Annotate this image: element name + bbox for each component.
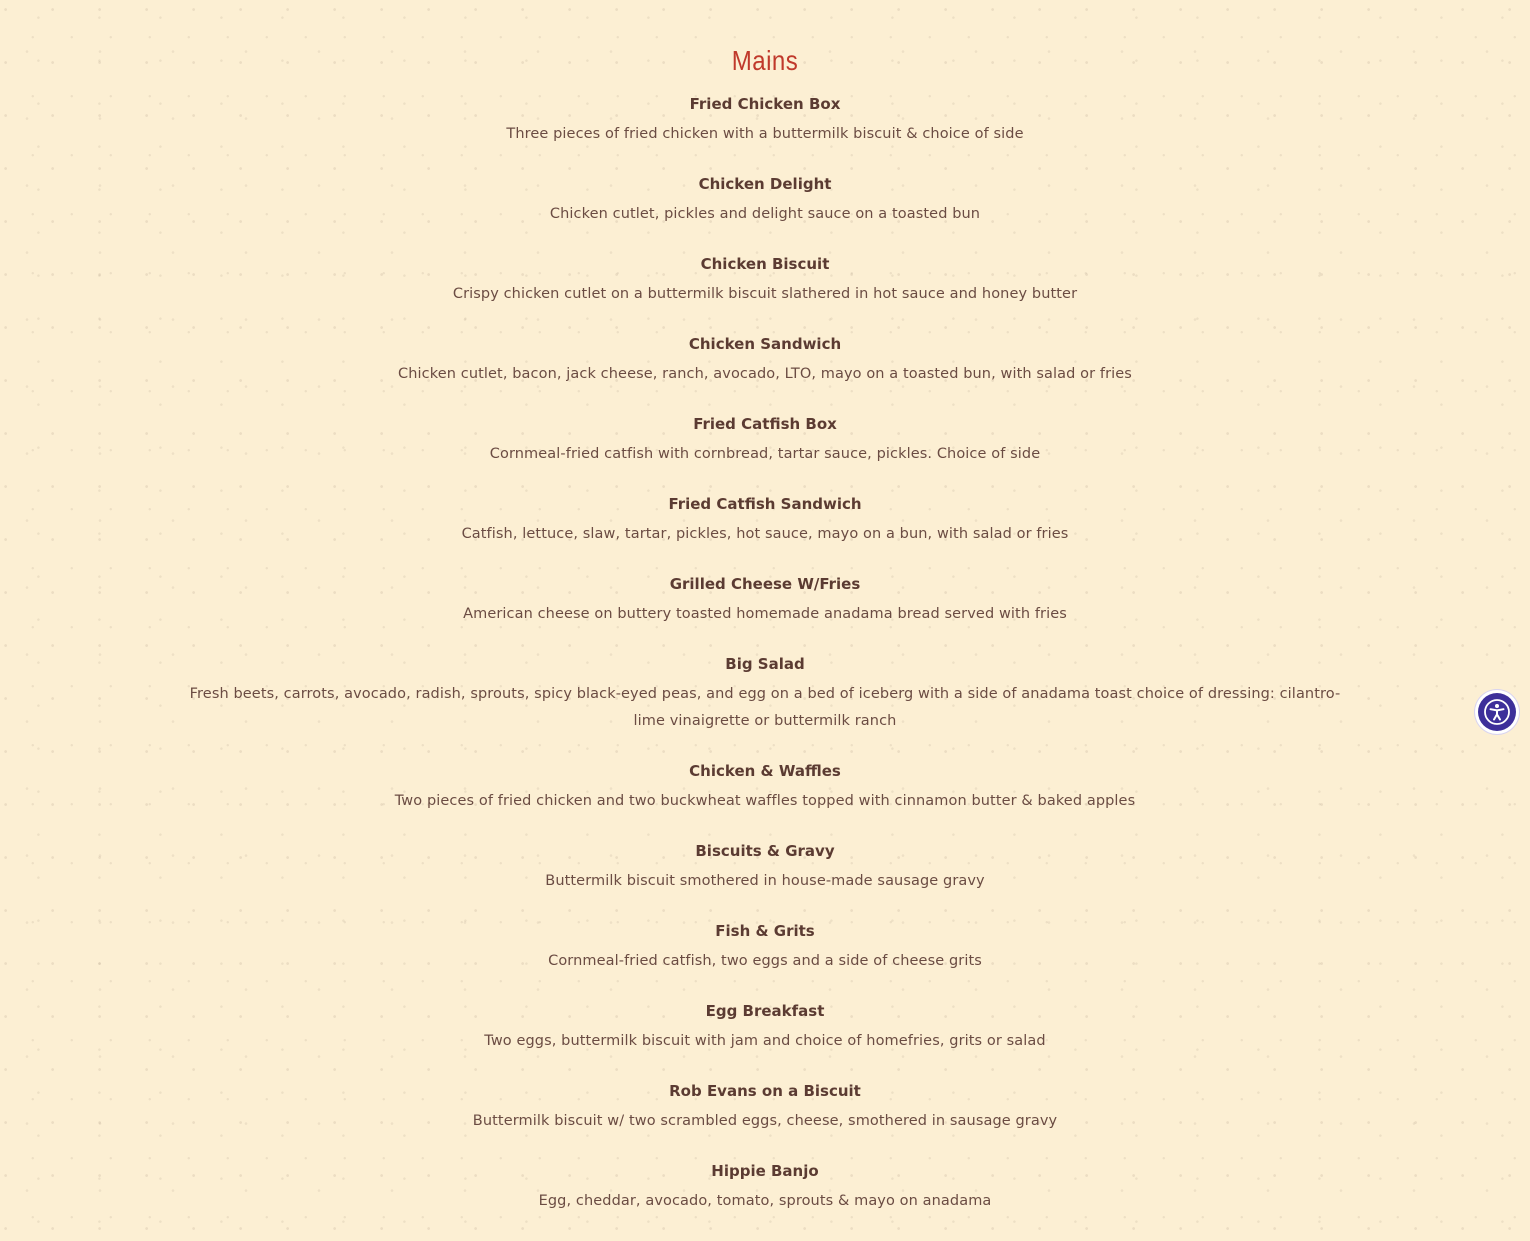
menu-item-name: Fried Catfish Box bbox=[693, 415, 837, 433]
menu-item-name: Chicken & Waffles bbox=[689, 762, 841, 780]
menu-item-description: Crispy chicken cutlet on a buttermilk biscuit slathered in hot sauce and honey butter bbox=[452, 286, 1078, 302]
menu-item-name: Big Salad bbox=[725, 655, 805, 673]
menu-item-name: Fried Chicken Box bbox=[689, 95, 841, 113]
menu-item bbox=[175, 761, 1355, 815]
menu-item bbox=[175, 334, 1355, 388]
menu-item-name: Chicken Delight bbox=[698, 175, 832, 193]
menu-item-description: Buttermilk biscuit w/ two scrambled eggs, cheese, smothered in sausage gravy bbox=[472, 1113, 1058, 1129]
menu-item bbox=[175, 841, 1355, 895]
menu-item bbox=[175, 574, 1355, 628]
menu-item-description: Two pieces of fried chicken and two buckwheat waffles topped with cinnamon butter & baked apples bbox=[394, 793, 1136, 809]
menu-item bbox=[175, 494, 1355, 548]
menu-item-name: Chicken Sandwich bbox=[688, 335, 842, 353]
menu-item-description: Buttermilk biscuit smothered in house-made sausage gravy bbox=[545, 873, 985, 889]
menu-item bbox=[175, 94, 1355, 148]
menu-item bbox=[175, 414, 1355, 468]
menu-item-description: Egg, cheddar, avocado, tomato, sprouts & mayo on anadama bbox=[538, 1193, 992, 1209]
menu-item bbox=[175, 174, 1355, 228]
menu-item-name: Fried Catfish Sandwich bbox=[668, 495, 862, 513]
menu-item-description: American cheese on buttery toasted homemade anadama bread served with fries bbox=[463, 606, 1067, 622]
menu-item-description: Cornmeal-fried catfish, two eggs and a side of cheese grits bbox=[548, 953, 982, 969]
menu-item-name: Rob Evans on a Biscuit bbox=[669, 1082, 861, 1100]
menu-item-description: Two eggs, buttermilk biscuit with jam and choice of homefries, grits or salad bbox=[484, 1033, 1046, 1049]
accessibility-icon bbox=[1478, 693, 1516, 731]
section-title: Mains bbox=[731, 45, 799, 76]
menu-item-description: Three pieces of fried chicken with a buttermilk biscuit & choice of side bbox=[506, 126, 1024, 142]
menu-item-name: Egg Breakfast bbox=[705, 1002, 825, 1020]
menu-item-name: Chicken Biscuit bbox=[700, 255, 830, 273]
menu-item-description: Chicken cutlet, bacon, jack cheese, ranch, avocado, LTO, mayo on a toasted bun, with salad or fries bbox=[398, 366, 1132, 382]
menu-item bbox=[175, 1081, 1355, 1135]
menu-item-name: Hippie Banjo bbox=[711, 1162, 819, 1180]
menu-item-name: Biscuits & Gravy bbox=[695, 842, 835, 860]
menu-item bbox=[175, 921, 1355, 975]
menu-items-list bbox=[0, 94, 1530, 1215]
menu-item-description: Cornmeal-fried catfish with cornbread, tartar sauce, pickles. Choice of side bbox=[489, 446, 1041, 462]
menu-item-description: Fresh beets, carrots, avocado, radish, sprouts, spicy black-eyed peas, and egg on a bed of iceberg with a side of anadama toast choice of dressing: cilantro-lime vinaigrette or buttermilk ranch bbox=[189, 686, 1341, 729]
menu-item bbox=[175, 1161, 1355, 1215]
menu-item bbox=[175, 1001, 1355, 1055]
menu-item-name: Fish & Grits bbox=[715, 922, 815, 940]
menu-item-description: Catfish, lettuce, slaw, tartar, pickles, hot sauce, mayo on a bun, with salad or fries bbox=[461, 526, 1069, 542]
menu-item-name: Grilled Cheese W/Fries bbox=[669, 575, 861, 593]
menu-item bbox=[175, 254, 1355, 308]
menu-item-description: Chicken cutlet, pickles and delight sauce on a toasted bun bbox=[549, 206, 981, 222]
accessibility-button[interactable] bbox=[1475, 690, 1519, 734]
menu-item bbox=[175, 654, 1355, 735]
